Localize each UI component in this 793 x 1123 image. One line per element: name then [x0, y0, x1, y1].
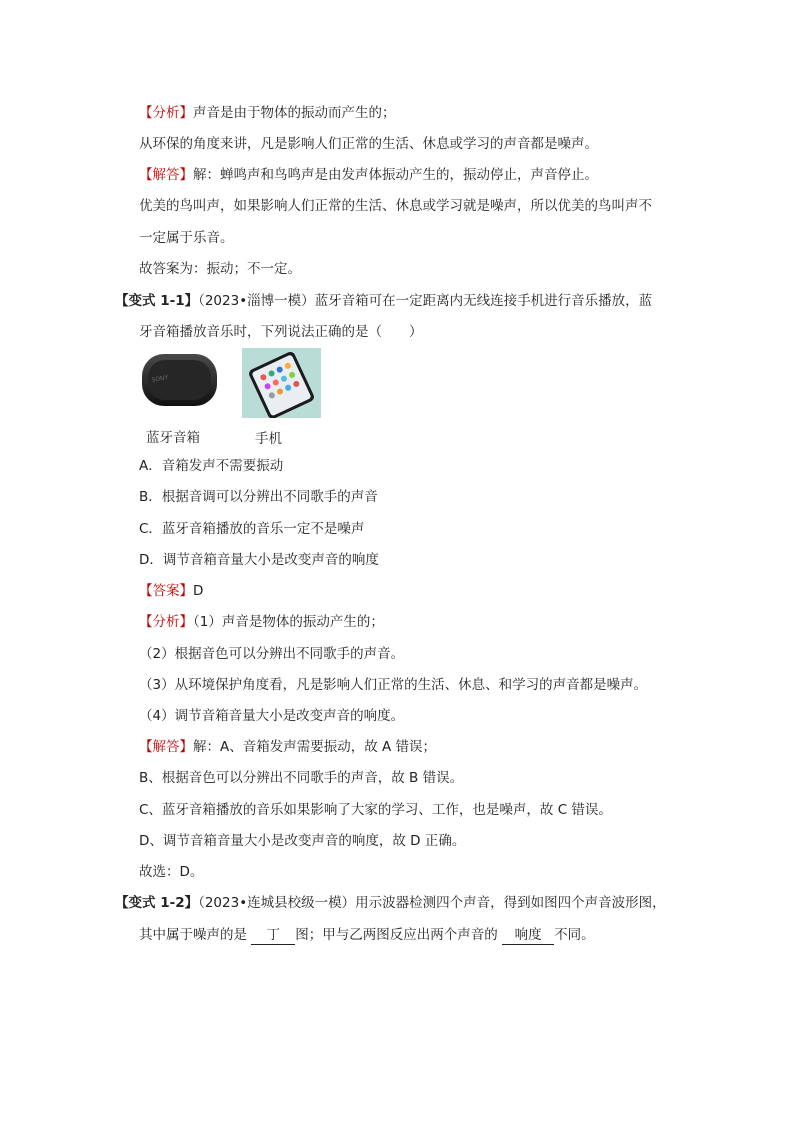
analysis-line [139, 104, 396, 122]
solution-line-2 [139, 738, 436, 756]
analysis-point-2: （2）根据音色可以分辨出不同歌手的声音。 [139, 646, 405, 662]
option-d: D．调节音箱音量大小是改变声音的响度 [139, 552, 379, 568]
answer-summary: 故答案为：振动；不一定。 [139, 261, 301, 277]
variant-tag-2: 【变式 1-2】 [115, 895, 199, 911]
analysis-point-3: （3）从环境保护角度看，凡是影响人们正常的生活、休息、和学习的声音都是噪声。 [139, 677, 648, 693]
caption-phone: 手机 [255, 431, 282, 447]
answer-tag: 【答案】 [139, 583, 193, 599]
solution-tag-2: 【解答】 [139, 739, 193, 755]
question-part-1: 其中属于噪声的是 [139, 927, 247, 943]
blank-property-answer: 响度 [502, 926, 554, 945]
analysis-text: 声音是由于物体的振动而产生的； [193, 105, 396, 121]
solution-conclusion: 故选：D。 [139, 864, 204, 880]
question-text-3: （2023•连城县校级一模）用示波器检测四个声音，得到如图四个声音波形图， [198, 895, 666, 911]
question-text: （2023•淄博一模）蓝牙音箱可在一定距离内无线连接手机进行音乐播放，蓝 [198, 293, 653, 309]
analysis-text-2: 从环保的角度来讲，凡是影响人们正常的生活、休息或学习的声音都是噪声。 [139, 136, 598, 152]
answer-value: D [193, 583, 204, 599]
solution-text: 解：蝉鸣声和鸟鸣声是由发声体振动产生的，振动停止，声音停止。 [193, 167, 598, 183]
question-part-2: 图；甲与乙两图反应出两个声音的 [295, 927, 498, 943]
solution-tag: 【解答】 [139, 167, 193, 183]
blank-noise-answer: 丁 [251, 926, 295, 945]
solution-text-2: 优美的鸟叫声，如果影响人们正常的生活、休息或学习就是噪声，所以优美的鸟叫声不 [139, 198, 652, 214]
option-c: C．蓝牙音箱播放的音乐一定不是噪声 [139, 521, 365, 537]
analysis-tag: 【分析】 [139, 105, 193, 121]
speaker-brand-mark: SONY [151, 374, 169, 384]
option-a: A．音箱发声不需要振动 [139, 458, 284, 474]
caption-speaker: 蓝牙音箱 [146, 430, 200, 446]
mobile-phone-image [242, 348, 321, 418]
option-b: B．根据音调可以分辨出不同歌手的声音 [139, 489, 378, 505]
variant-1-1-question [115, 292, 652, 310]
question-text-2: 牙音箱播放音乐时，下列说法正确的是（ ） [139, 324, 423, 340]
analysis-line-2 [139, 613, 384, 631]
solution-line [139, 166, 598, 184]
question-text-4 [139, 926, 595, 945]
analysis-point-1: （1）声音是物体的振动产生的； [193, 614, 384, 630]
question-part-3: 不同。 [554, 927, 595, 943]
analysis-point-4: （4）调节音箱音量大小是改变声音的响度。 [139, 708, 405, 724]
answer-line [139, 582, 203, 600]
solution-text-3: 一定属于乐音。 [139, 230, 234, 246]
variant-tag: 【变式 1-1】 [115, 293, 199, 309]
solution-point-2: B、根据音色可以分辨出不同歌手的声音，故 B 错误。 [139, 770, 464, 786]
solution-point-4: D、调节音箱音量大小是改变声音的响度，故 D 正确。 [139, 833, 466, 849]
bluetooth-speaker-image [140, 348, 219, 410]
variant-1-2-question [115, 894, 666, 912]
solution-point-1: 解：A、音箱发声需要振动，故 A 错误； [193, 739, 437, 755]
solution-point-3: C、蓝牙音箱播放的音乐如果影响了大家的学习、工作，也是噪声，故 C 错误。 [139, 802, 612, 818]
analysis-tag-2: 【分析】 [139, 614, 193, 630]
